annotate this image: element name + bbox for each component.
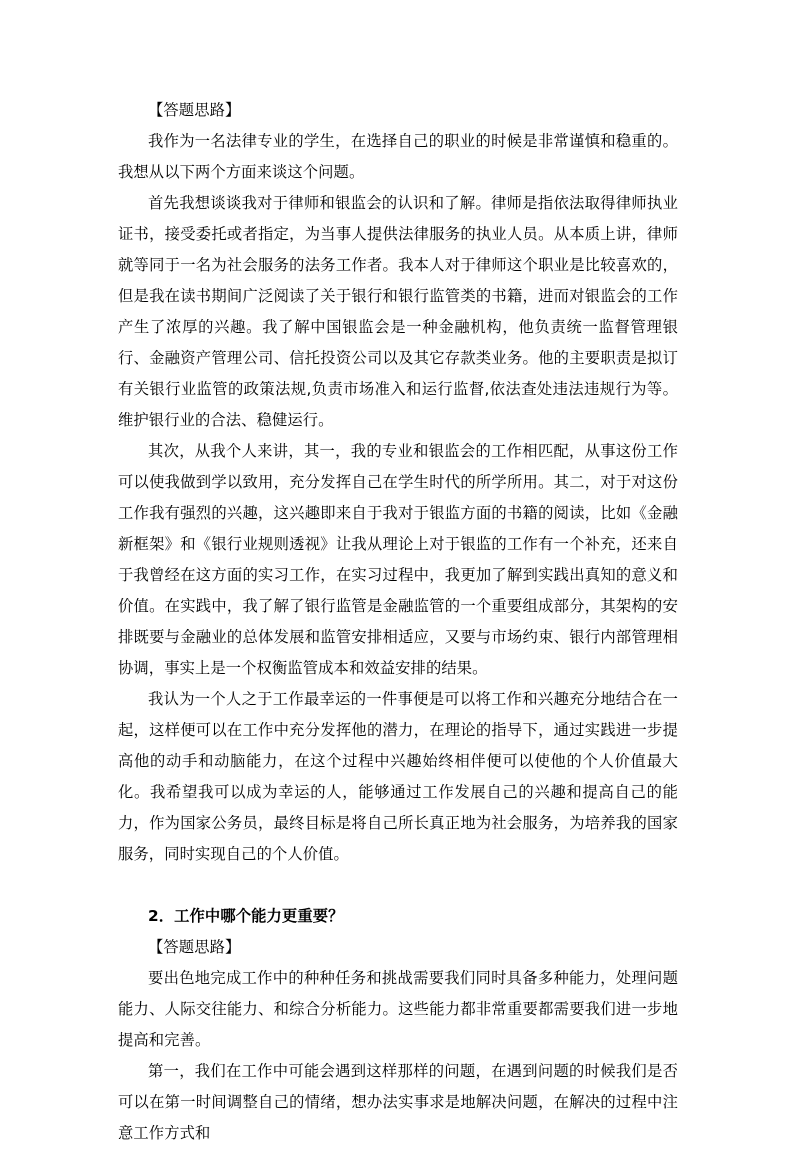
section-spacer xyxy=(118,870,678,901)
answer-approach-label-2: 【答题思路】 xyxy=(148,938,241,956)
paragraph-lawyer-and-cbrc: 首先我想谈谈我对于律师和银监会的认识和了解。律师是指依法取得律师执业证书，接受委托或者指定，为当事人提供法律服务的执业人员。从本质上讲，律师就等同于一名为社会服务的法务工作者。我本人对于律师这个职业是比较喜欢的，但是我在读书期间广泛阅读了关于银行和银行监管类的书籍，进而对银监会的工作产生了浓厚的兴趣。我了解中国银监会是一种金融机构，他负责统一监督管理银行、金融资产管理公司、信托投资公司以及其它存款类业务。他的主要职责是拟订有关银行业监管的政策法规,负责市场准入和运行监督,依法查处违法违规行为等。维护银行业的合法、稳健运行。 xyxy=(118,194,678,429)
paragraph-first-point: 第一，我们在工作中可能会遇到这样那样的问题，在遇到问题的时候我们是否可以在第一时间调整自己的情绪，想办法实事求是地解决问题，在解决的过程中注意工作方式和 xyxy=(118,1062,678,1142)
question-heading: 2．工作中哪个能力更重要？ xyxy=(148,907,344,925)
paragraph-personal-fit: 其次，从我个人来讲，其一，我的专业和银监会的工作相匹配，从事这份工作可以使我做到学以致用，充分发挥自己在学生时代的所学所用。其二，对于对这份工作我有强烈的兴趣，这兴趣即来自于我对于银监方面的书籍的阅读，比如《金融新框架》和《银行业规则透视》让我从理论上对于银监的工作有一个补充，还来自于我曾经在这方面的实习工作，在实习过程中，我更加了解到实践出真知的意义和价值。在实践中，我了解了银行监管是金融监管的一个重要组成部分，其架构的安排既要与金融业的总体发展和监管安排相适应，又要与市场约束、银行内部管理相协调，事实上是一个权衡监管成本和效益安排的结果。 xyxy=(118,442,678,677)
paragraph-abilities: 要出色地完成工作中的种种任务和挑战需要我们同时具备多种能力，处理问题能力、人际交往能力、和综合分析能力。这些能力都非常重要都需要我们进一步地提高和完善。 xyxy=(118,969,678,1049)
paragraph-conclusion: 我认为一个人之于工作最幸运的一件事便是可以将工作和兴趣充分地结合在一起，这样便可以在工作中充分发挥他的潜力，在理论的指导下，通过实践进一步提高他的动手和动脑能力，在这个过程中兴趣始终相伴便可以使他的个人价值最大化。我希望我可以成为幸运的人，能够通过工作发展自己的兴趣和提高自己的能力，作为国家公务员，最终目标是将自己所长真正地为社会服务，为培养我的国家服务，同时实现自己的个人价值。 xyxy=(118,690,678,863)
answer-approach-label: 【答题思路】 xyxy=(148,101,241,119)
paragraph-intro: 我作为一名法律专业的学生，在选择自己的职业的时候是非常谨慎和稳重的。我想从以下两个方面来谈这个问题。 xyxy=(118,132,678,181)
document-page xyxy=(118,95,678,1149)
